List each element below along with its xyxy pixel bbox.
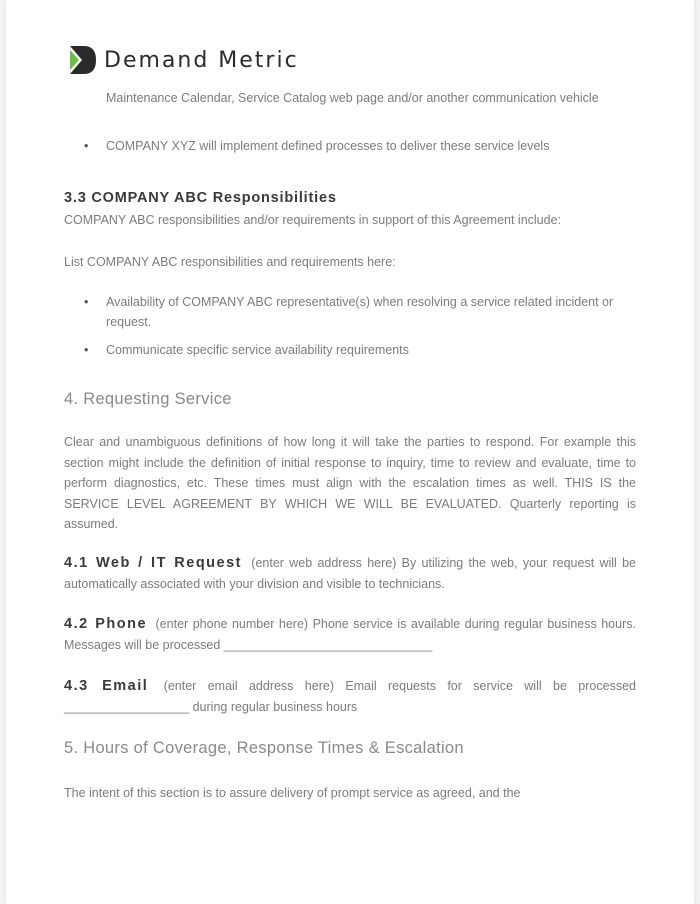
section-4-1-text: (enter web address here) By utilizing the web, your request will be automatically associated with your division and visible to technicians. xyxy=(64,556,636,591)
section-5-heading: 5. Hours of Coverage, Response Times & Escalation xyxy=(64,739,464,757)
logo xyxy=(68,44,299,76)
bullet-item: • Availability of COMPANY ABC representative(s) when resolving a service related incident or request. xyxy=(84,292,626,332)
bullet-item: • Communicate specific service availability requirements xyxy=(84,340,626,360)
section-4-2-text: (enter phone number here) Phone service is available during regular business hours. Messages will be processed ______________________________ xyxy=(64,617,636,652)
document-page xyxy=(6,0,694,904)
demand-metric-logo-icon xyxy=(68,44,98,76)
continued-text: Maintenance Calendar, Service Catalog web page and/or another communication vehicle xyxy=(106,91,599,105)
section-3-3-list-intro: List COMPANY ABC responsibilities and requirements here: xyxy=(64,255,396,269)
section-3-3-intro: COMPANY ABC responsibilities and/or requirements in support of this Agreement include: xyxy=(64,213,562,227)
section-4-3-text: (enter email address here) Email requests for service will be processed __________________ during regular business hours xyxy=(64,679,636,714)
section-4-3-email xyxy=(64,676,636,718)
section-4-3-label: 4.3 Email xyxy=(64,678,149,694)
section-3-3-heading: 3.3 COMPANY ABC Responsibilities xyxy=(64,190,337,206)
logo-text: Demand Metric xyxy=(104,47,299,73)
section-4-1-web xyxy=(64,553,636,595)
section-4-1-label: 4.1 Web / IT Request xyxy=(64,555,242,571)
section-4-body: Clear and unambiguous definitions of how long it will take the parties to respond. For example this section might include the definition of initial response to inquiry, time to review and evaluate, time to perform diagnostics, etc. These times must align with the escalation times as well. THIS IS the SERVICE LEVEL AGREEMENT BY WHICH WE WILL BE EVALUATED. Quarterly reporting is assumed. xyxy=(64,435,636,531)
section-4-heading: 4. Requesting Service xyxy=(64,390,232,408)
section-4-2-phone xyxy=(64,614,636,656)
section-5-body: The intent of this section is to assure delivery of prompt service as agreed, and the xyxy=(64,786,521,800)
bullet-item: • COMPANY XYZ will implement defined processes to deliver these service levels xyxy=(84,136,626,156)
section-4-2-label: 4.2 Phone xyxy=(64,616,148,632)
